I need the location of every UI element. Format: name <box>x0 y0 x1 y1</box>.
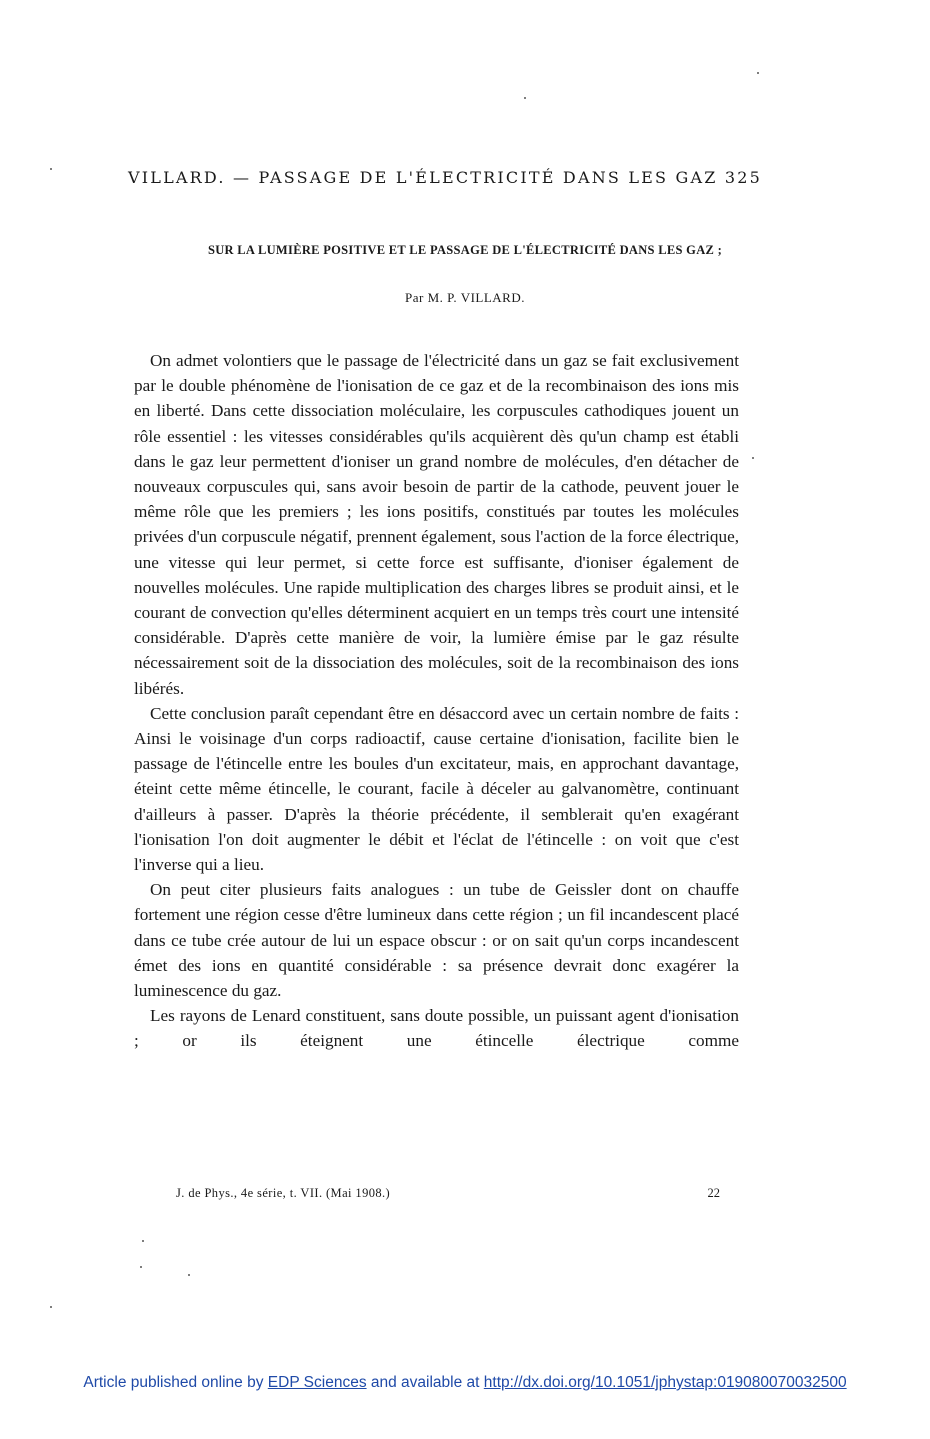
speck-mark <box>188 1274 190 1276</box>
page-footer <box>176 1186 720 1201</box>
speck-mark <box>140 1266 142 1268</box>
body-paragraph: Cette conclusion paraît cependant être en désaccord avec un certain nombre de faits : Ainsi le voisinage d'un corps radioactif, cause certaine d'ionisation, facilite bien le passage de l'étincelle entre les boules d'un excitateur, mais, en approchant davantage, éteint cette même étincelle, le courant, facile à déceler au galvanomètre, continuant d'ailleurs à passer. D'après la théorie précédente, il semblerait qu'en exagérant l'ionisation l'on doit augmenter le débit et l'éclat de l'étincelle : on voit que c'est l'inverse qui a lieu. <box>134 703 739 875</box>
running-head: VILLARD. — PASSAGE DE L'ÉLECTRICITÉ DANS LES GAZ 325 <box>128 168 762 187</box>
speck-mark <box>142 1240 144 1242</box>
speck-mark <box>757 72 759 74</box>
speck-mark <box>524 97 526 99</box>
body-paragraph: On admet volontiers que le passage de l'électricité dans un gaz se fait exclusivement par le double phénomène de l'ionisation de ce gaz et de la recombinaison des ions mis en liberté. Dans cette dissociation moléculaire, les corpuscules cathodiques jouent un rôle essentiel : les vitesses considérables qu'ils acquièrent dès qu'un champ est établi dans le gaz leur permettent d'ioniser un grand nombre de molécules, d'en détacher de nouveaux corpuscules qui, sans avoir besoin de partir de la cathode, peuvent jouer le même rôle que les premiers ; les ions positifs, constitués par toutes les molécules privées d'un corpuscule négatif, prennent également, sous l'action de la force électrique, une vitesse qui leur permet, si cette force est suffisante, d'ioniser également de nouvelles molécules. Une rapide multiplication des charges libres se produit ainsi, et le courant de convection qu'elles déterminent acquiert en un temps très court une intensité considérable. D'après cette manière de voir, la lumière émise par le gaz résulte nécessairement soit de la dissociation des molécules, soit de la recombinaison des ions libérés. <box>134 351 739 698</box>
banner-middle: and available at <box>370 1374 480 1391</box>
speck-mark <box>50 168 52 170</box>
speck-mark <box>50 1306 52 1308</box>
speck-mark <box>752 457 754 459</box>
publisher-link[interactable]: EDP Sciences <box>267 1374 367 1391</box>
journal-reference: J. de Phys., 4e série, t. VII. (Mai 1908.) <box>176 1186 391 1200</box>
body-paragraph: Les rayons de Lenard constituent, sans doute possible, un puissant agent d'ionisation ; or ils éteignent une étincelle électrique comme <box>134 1006 739 1051</box>
page-signature: 22 <box>707 1186 720 1200</box>
publication-banner <box>0 1374 930 1392</box>
article-author: Par M. P. VILLARD. <box>405 290 525 305</box>
banner-prefix: Article published online by <box>83 1374 264 1391</box>
article-title: SUR LA LUMIÈRE POSITIVE ET LE PASSAGE DE L'ÉLECTRICITÉ DANS LES GAZ ; <box>207 243 723 257</box>
article-body <box>134 348 739 1054</box>
body-paragraph: On peut citer plusieurs faits analogues : un tube de Geissler dont on chauffe fortement une région cesse d'être lumineux dans cette région ; un fil incandescent placé dans ce tube crée autour de lui un espace obscur : or on sait qu'un corps incandescent émet des ions en quantité considérable : sa présence devrait donc exagérer la luminescence du gaz. <box>134 880 739 1001</box>
doi-link[interactable]: http://dx.doi.org/10.1051/jphystap:019080070032500 <box>483 1374 847 1391</box>
